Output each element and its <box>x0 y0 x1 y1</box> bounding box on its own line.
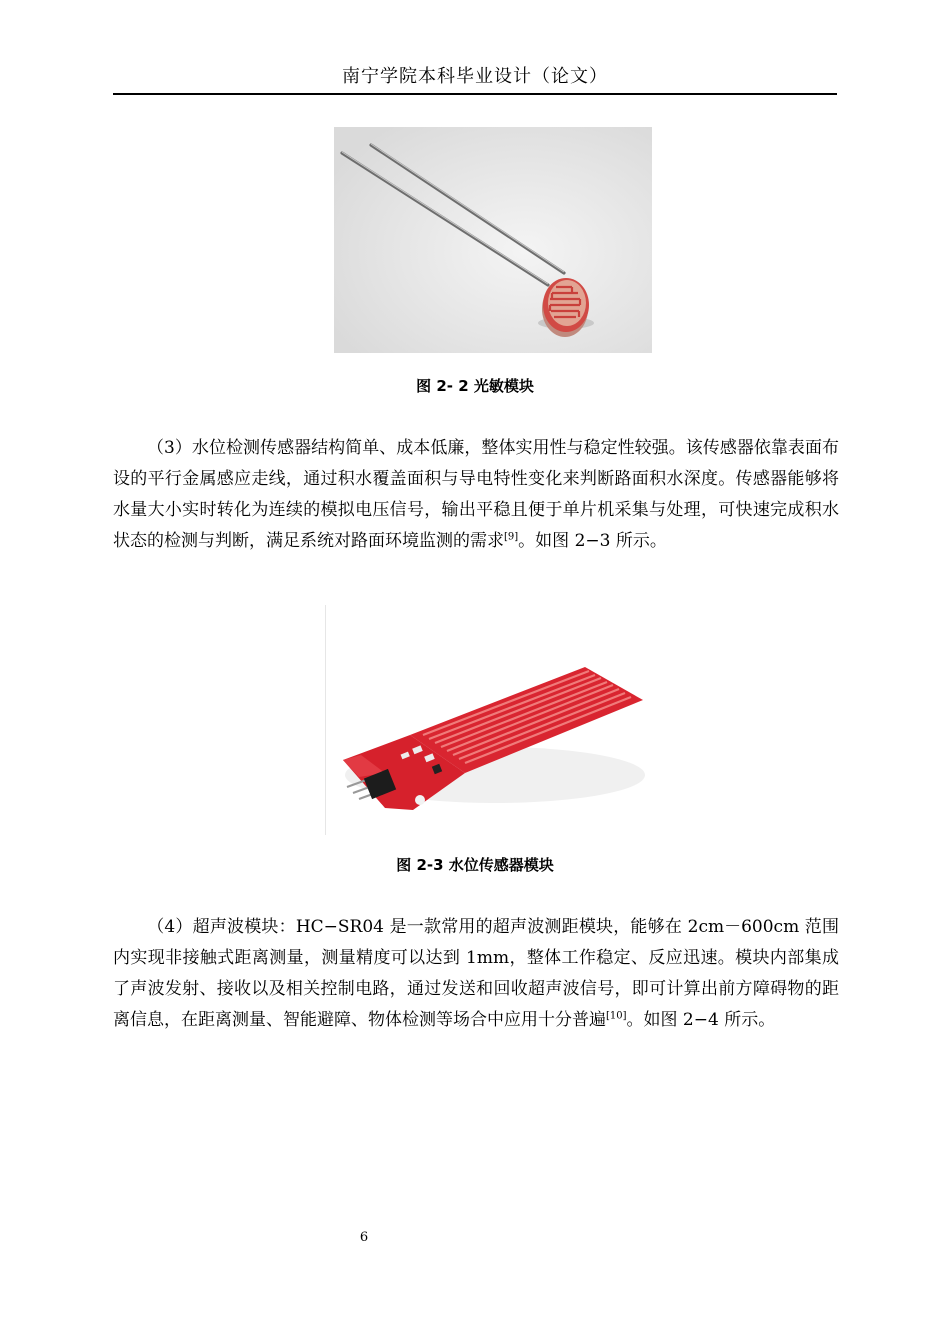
figure-caption-2-3: 图 2-3 水位传感器模块 <box>396 856 554 874</box>
paragraph-text: （3）水位检测传感器结构简单、成本低廉，整体实用性与稳定性较强。该传感器依靠表面布设的平行金属感应走线，通过积水覆盖面积与导电特性变化来判断路面积水深度。传感器能够将水量大小实时转化为连续的模拟电压信号，输出平稳且便于单片机采集与处理，可快速完成积水状态的检测与判断，满足系统对路面环境监测的需求 <box>113 438 839 551</box>
water-sensor-photo <box>325 605 645 835</box>
photoresistor-photo <box>334 127 652 353</box>
paragraph-text: （4）超声波模块：HC−SR04 是一款常用的超声波测距模块，能够在 2cm－600cm 范围内实现非接触式距离测量，测量精度可以达到 1mm，整体工作稳定、反应迅速。模块内部集成了声波发射、接收以及相关控制电路，通过发送和回收超声波信号，即可计算出前方障碍物的距离信息，在距离测量、智能避障、物体检测等场合中应用十分普遍 <box>113 917 839 1030</box>
header-rule <box>113 93 837 95</box>
paragraph-text-tail: 。如图 2−3 所示。 <box>518 531 667 551</box>
figure-caption-2-2: 图 2- 2 光敏模块 <box>416 377 534 395</box>
page-header: 南宁学院本科毕业设计（论文） <box>342 66 608 87</box>
paragraph-text-tail: 。如图 2−4 所示。 <box>626 1010 776 1030</box>
page-number: 6 <box>359 1230 369 1245</box>
citation-ref: [9] <box>504 531 519 543</box>
paragraph-water-sensor <box>113 433 839 557</box>
citation-ref: [10] <box>606 1010 627 1022</box>
paragraph-ultrasonic <box>113 912 839 1036</box>
